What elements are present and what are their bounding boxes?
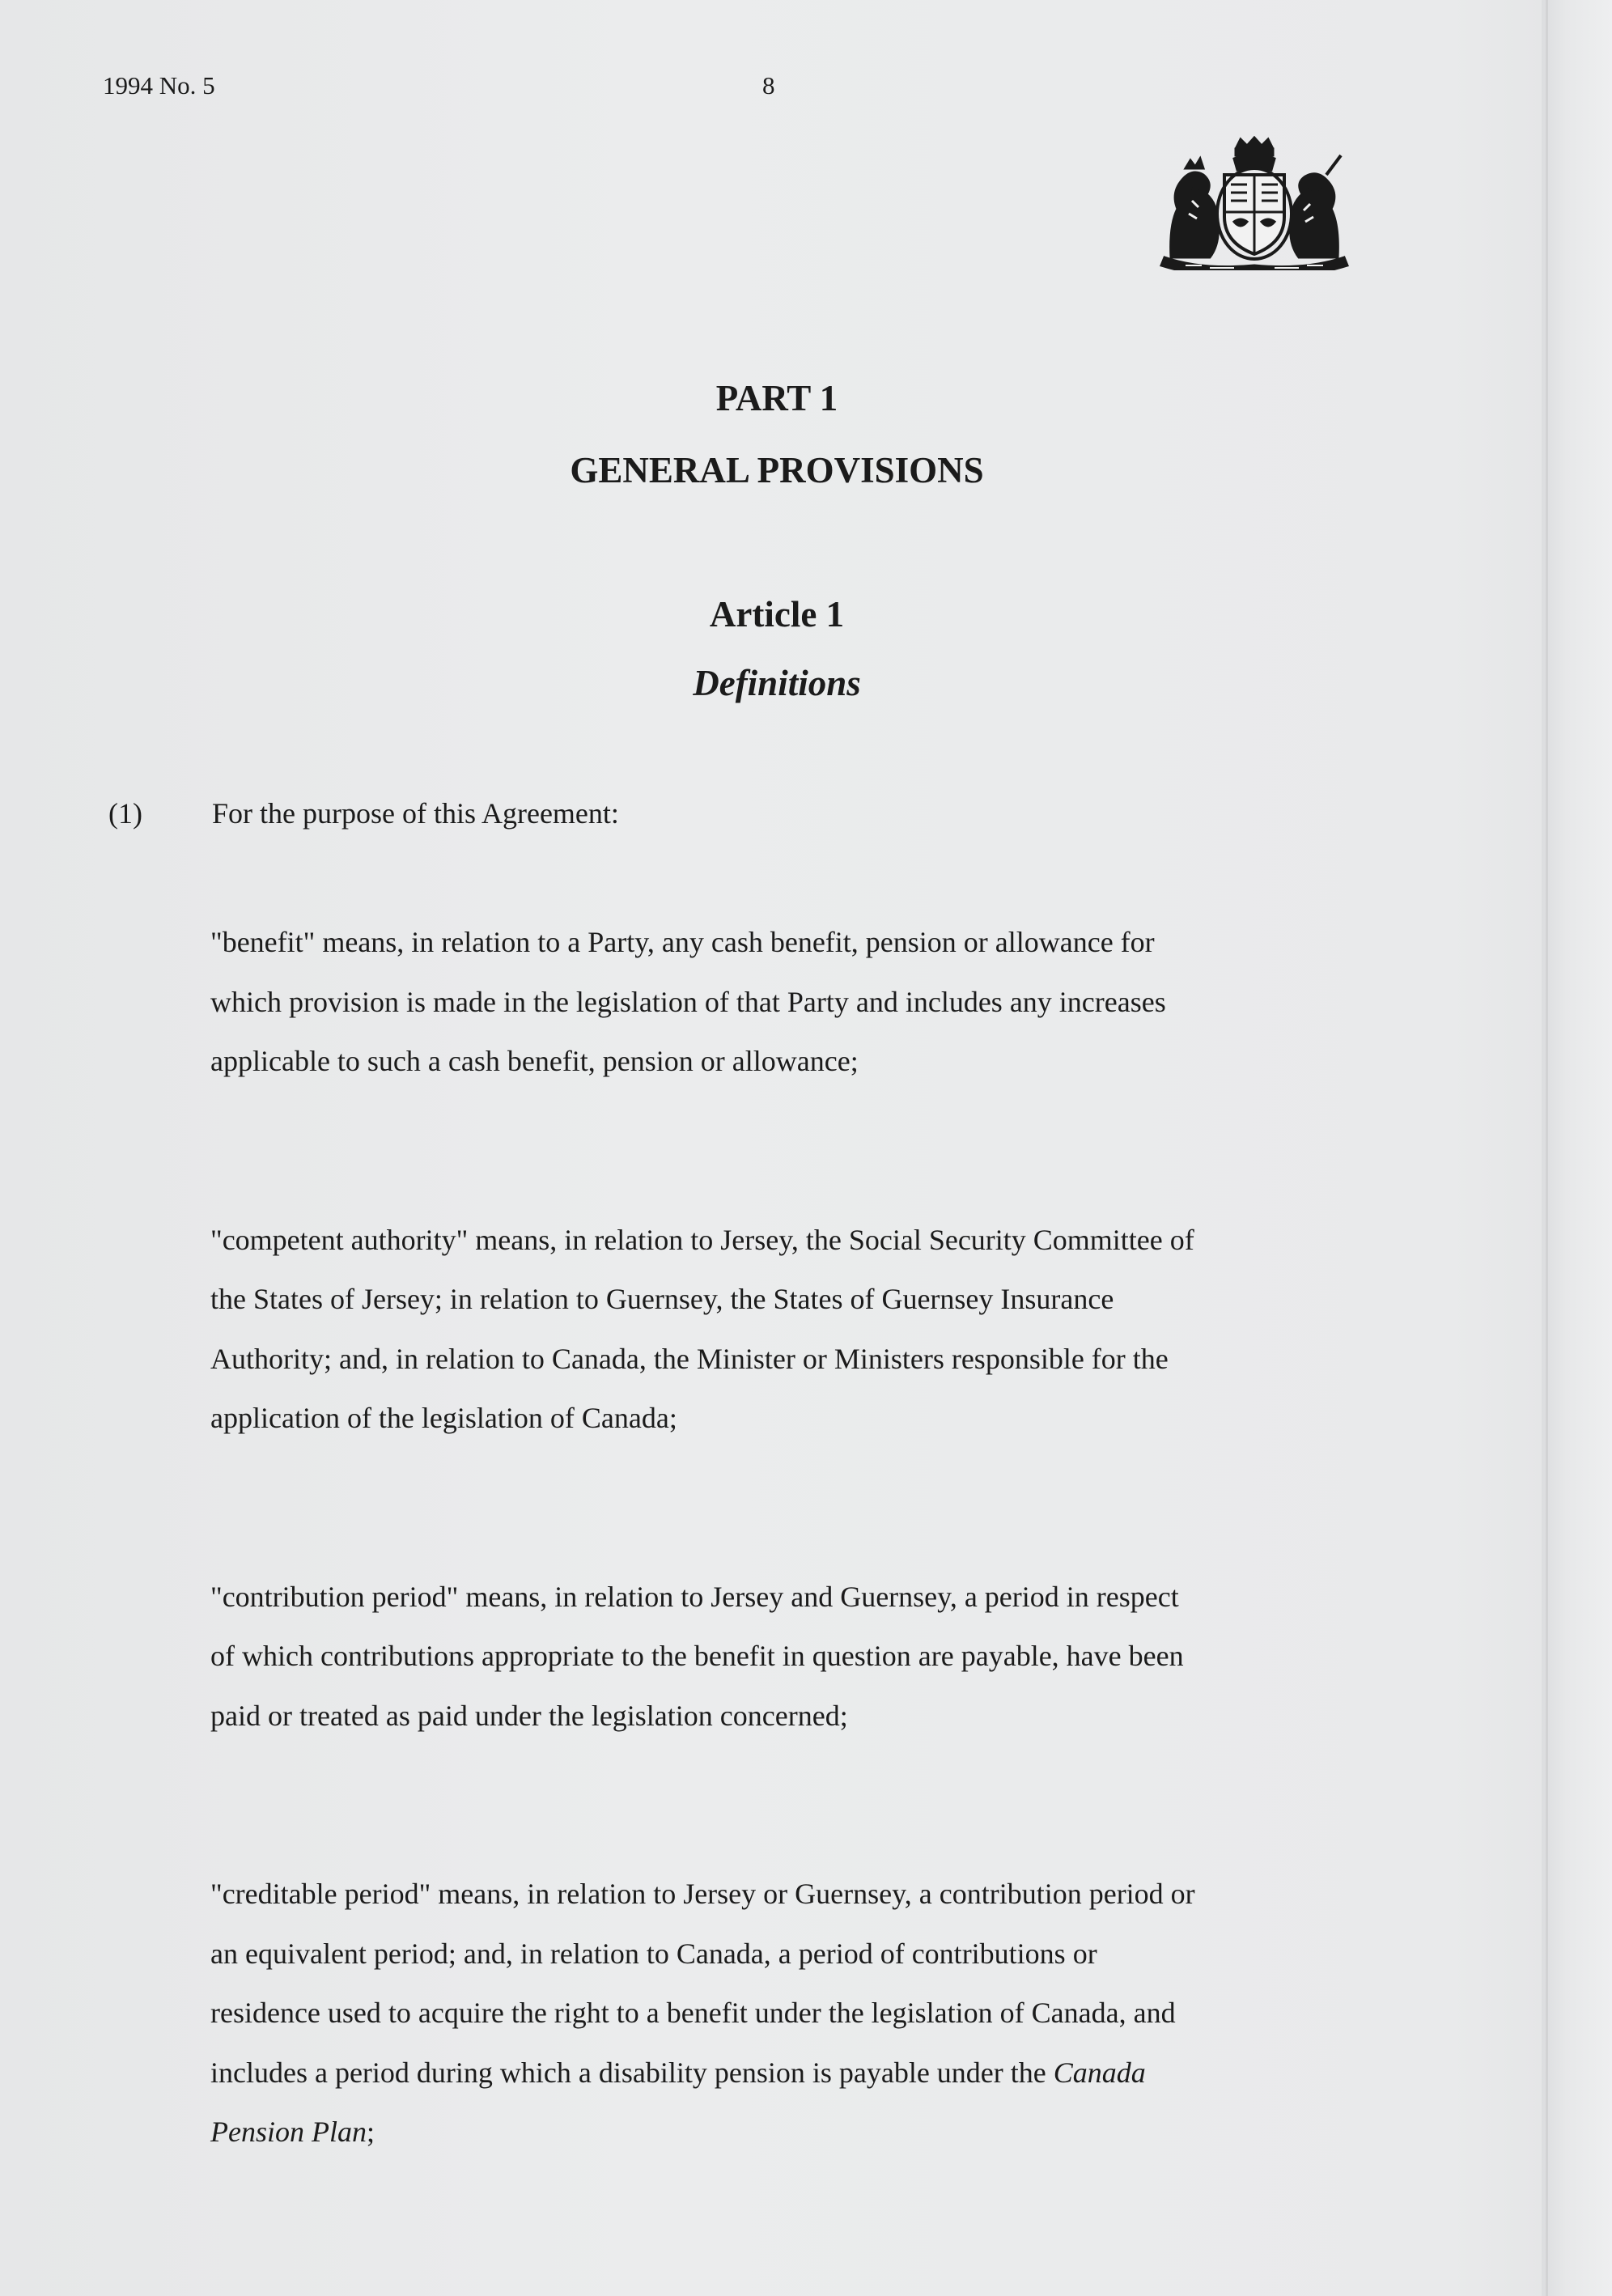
definition-line: paid or treated as paid under the legislation concerned; — [210, 1699, 848, 1732]
definition-line: which provision is made in the legislation of that Party and includes any increases — [210, 985, 1166, 1018]
definitions-list — [210, 913, 1440, 2281]
definition-line — [210, 2043, 1440, 2103]
definition-line: "competent authority" means, in relation to Jersey, the Social Security Committee of — [210, 1223, 1194, 1256]
definition-line: application of the legislation of Canada; — [210, 1402, 677, 1434]
page-edge — [1542, 0, 1612, 2296]
royal-coat-of-arms-icon — [1153, 136, 1355, 270]
page-number: 8 — [762, 71, 775, 100]
act-name-canada: Canada — [1053, 2056, 1146, 2089]
definition-line: residence used to acquire the right to a benefit under the legislation of Canada, and — [210, 1997, 1176, 2029]
part-heading: PART 1 — [715, 378, 838, 418]
definition-line: "creditable period" means, in relation to Jersey or Guernsey, a contribution period or — [210, 1878, 1195, 1910]
definition-competent-authority — [210, 1211, 1440, 1449]
definition-line: Authority; and, in relation to Canada, the Minister or Ministers responsible for the — [210, 1342, 1169, 1375]
definition-line: "contribution period" means, in relation to Jersey and Guernsey, a period in respect — [210, 1580, 1179, 1613]
definition-line: an equivalent period; and, in relation to Canada, a period of contributions or — [210, 1937, 1097, 1970]
definition-contribution-period — [210, 1568, 1440, 1746]
definition-line: the States of Jersey; in relation to Guernsey, the States of Guernsey Insurance — [210, 1283, 1114, 1315]
definition-line — [210, 2103, 1440, 2162]
article-title: Definitions — [693, 663, 861, 703]
act-name-pension-plan: Pension Plan — [210, 2116, 367, 2148]
definition-line-text: includes a period during which a disability pension is payable under the — [210, 2056, 1054, 2089]
page-fold-line — [1546, 0, 1548, 2296]
part-title: GENERAL PROVISIONS — [570, 450, 984, 490]
paragraph-number: (1) — [108, 797, 142, 830]
definition-benefit — [210, 913, 1440, 1092]
paragraph-intro: For the purpose of this Agreement: — [212, 797, 619, 830]
article-heading: Article 1 — [709, 594, 845, 634]
definition-line: of which contributions appropriate to the benefit in question are payable, have been — [210, 1640, 1184, 1672]
definition-line-text: ; — [366, 2116, 375, 2148]
doc-number: 1994 No. 5 — [103, 71, 215, 100]
definition-creditable-period — [210, 1865, 1440, 2162]
definition-line: "benefit" means, in relation to a Party, any cash benefit, pension or allowance for — [210, 926, 1155, 958]
definition-line: applicable to such a cash benefit, pension or allowance; — [210, 1045, 859, 1077]
